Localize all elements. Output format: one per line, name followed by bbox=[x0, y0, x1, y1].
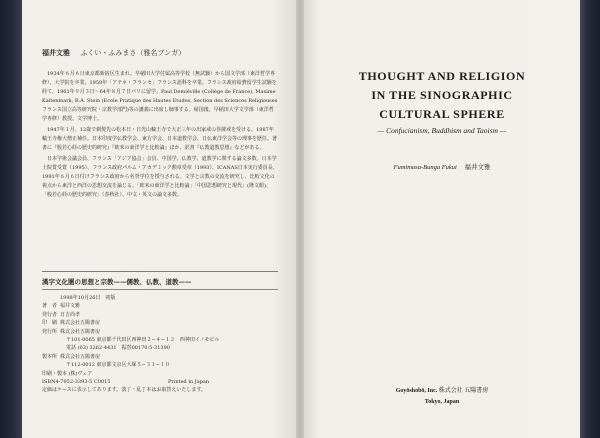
colophon-binder: 製本所 株式会社五陽書房 bbox=[42, 353, 101, 360]
publication-place: Tokyo, Japan bbox=[424, 399, 460, 405]
book-cover-right-edge bbox=[580, 0, 600, 438]
colophon-phone: 電話 (03) 3262-4431 振替00170-5-31390 bbox=[66, 345, 170, 352]
book-gutter bbox=[296, 0, 304, 438]
colophon bbox=[42, 277, 278, 395]
book-title bbox=[314, 67, 570, 124]
colophon-address-2: 〒112-0012 東京都文京区大塚５−３１−１０ bbox=[66, 362, 170, 369]
colophon-author: 著 者 福井文雅 bbox=[42, 303, 81, 310]
publisher-name-japanese: 株式会社 五陽書房 bbox=[438, 388, 489, 394]
colophon-title: 漢字文化圏の思想と宗教——儒教、仏教、道教—— bbox=[42, 278, 192, 286]
bio-paragraph: 1947年１月、12歳で剃髪先の松本日・日光山輪王寺で大正三年の出家戒の菩薩戒を受ける。1987年輪王寺権大僧正補任。日本印度学仏教学会、東方学会、日本道教学会、日仏東洋学会等の理事を歴任。著書に『般若心経の歴史的研究』『欧米の東洋学と比較論』ほか、訳書『仏教道教思想』などがある。 bbox=[42, 127, 278, 151]
printed-in-japan: Printed in Japan bbox=[168, 379, 210, 386]
book-author bbox=[314, 162, 570, 171]
book-subtitle: — Confucianism, Buddhism and Taoism — bbox=[377, 126, 507, 135]
author-name-kanji: 福井文雅 bbox=[464, 164, 491, 171]
title-line: THOUGHT AND RELIGION bbox=[358, 69, 526, 83]
colophon-printer: 印 刷 株式会社五陽書房 bbox=[42, 320, 101, 327]
author-name-reading: ふくい・ふみまさ（雅名ブンガ） bbox=[80, 49, 186, 57]
author-name-roman: Fumimasa-Bunga Fukui bbox=[393, 164, 457, 171]
title-line: CULTURAL SPHERE bbox=[379, 107, 505, 121]
title-line: IN THE SINOGRAPHIC bbox=[371, 88, 513, 102]
author-biography bbox=[42, 48, 278, 202]
colophon-note: 定価はケースに表示してあります。落丁・乱丁本はお取替えいたします。 bbox=[42, 387, 206, 394]
right-page bbox=[300, 0, 580, 438]
book-cover-left-edge bbox=[0, 0, 22, 438]
isbn: ISBN4-7952-3393-5 C0015 bbox=[42, 379, 111, 386]
colophon-print-bind: 印刷・製本 (株)ヴェア bbox=[42, 370, 93, 377]
colophon-publisher: 発行所 株式会社五陽書房 bbox=[42, 328, 101, 335]
colophon-isbn-line bbox=[42, 378, 278, 386]
section-divider bbox=[42, 271, 278, 272]
colophon-issuer: 発行者 日吉尚孝 bbox=[42, 311, 81, 318]
bio-paragraph: 1934年６月６日東京都新宿区生まれ。早稲田大学付属高等学校（無試験）から国文学部（東洋哲学専修）、大学院を卒業。1959年「アテネ・フランセ」フランス語科を卒業。フランス政府給費留学生試験を経て、1961年９月３日～64年８月７日パリに留学。Paul Demiéville (Collège de France), Maxime Kaltenmark, R.A. Stein (Ecole Pratique des Hautes Etudes, Section des Sciences Religieuses フランス国立高等研究院・宗教学部門)等の講義に出席し師事する。帰国後、早稲田大学文学部（東洋哲学専修）教授。文学博士。 bbox=[42, 71, 278, 122]
bio-paragraph: 日本学術会議会員、フランス「アジア協会」会員、中国学、仏教学、道教学に関する論文多数。日本学士院賞受賞（1995）、フランス政府パルム・アカデミック勲章受章（1993）、ICANAS日本実行委員長、1991年６月６日付けフランス政府から名誉学位を授与される。文学と宗教の交流を研究し、比較文化の視点から東洋と西洋の思想交流を論じる。「欧米の東洋学と比較論」「中国思想研究と現代」(隆文館)、「般若心経の歴史的研究」（春秋社）、中文・英文の論文多数。 bbox=[42, 156, 278, 198]
colophon-date: 1998年10月26日 初版 bbox=[60, 295, 116, 301]
publisher-name-roman: Goyōshobō, Inc. bbox=[395, 388, 438, 394]
author-name-japanese: 福井文雅 bbox=[42, 48, 70, 57]
colophon-address: 〒101-0065 東京都千代田区西神田２−４−１２ 西神田イノモビル bbox=[66, 337, 220, 344]
publisher bbox=[314, 385, 570, 394]
bio-heading bbox=[42, 48, 278, 58]
colophon-rule bbox=[42, 289, 278, 290]
